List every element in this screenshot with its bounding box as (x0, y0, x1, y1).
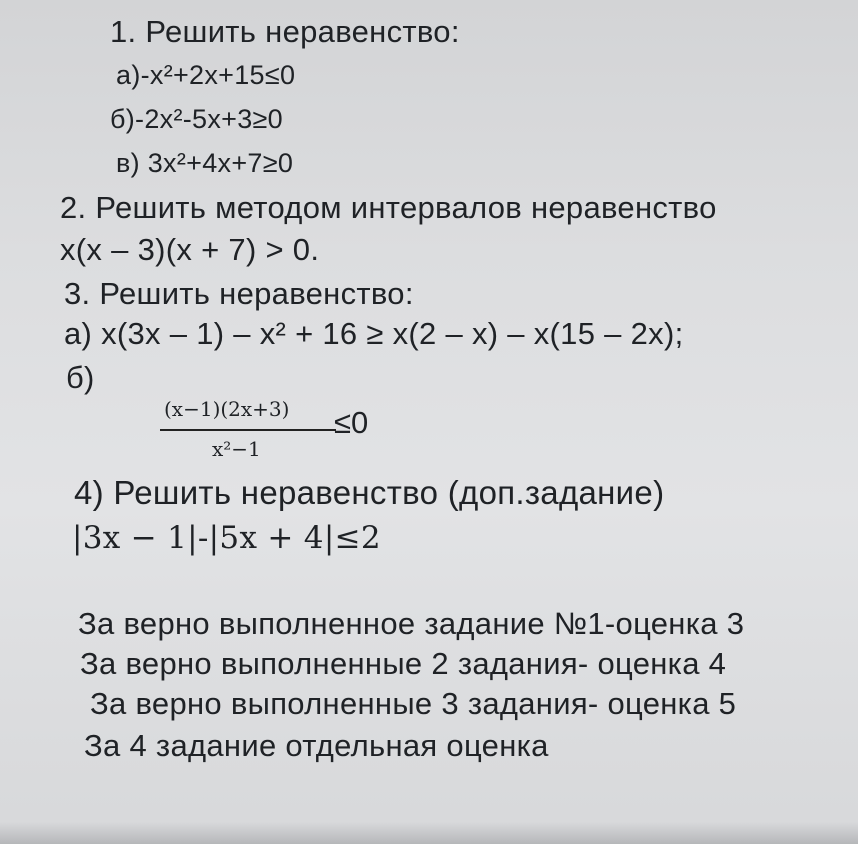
task3-fraction (160, 397, 340, 473)
task2-heading: 2. Решить методом интервалов неравенство (60, 190, 717, 225)
task2-expression: x(x – 3)(x + 7) > 0. (60, 232, 320, 267)
task1-item-b: б)-2x²-5x+3≥0 (110, 104, 283, 134)
grading-line-4: За 4 задание отдельная оценка (84, 728, 549, 763)
task1-heading: 1. Решить неравенство: (110, 14, 460, 49)
fraction-numerator: (x−1)(2x+3) (164, 397, 290, 421)
grading-line-1: За верно выполненное задание №1-оценка 3 (78, 606, 745, 641)
task1-item-c: в) 3x²+4x+7≥0 (116, 148, 294, 178)
task3-item-b-label: б) (66, 360, 95, 395)
screen-bottom-edge (0, 822, 858, 844)
task3-item-a: а) x(3x – 1) – x² + 16 ≥ x(2 – x) – x(15 – 2x); (64, 316, 684, 351)
task1-item-a: а)-x²+2x+15≤0 (116, 60, 296, 90)
fraction-denominator: x²−1 (212, 437, 261, 461)
fraction-bar (160, 429, 336, 431)
grading-line-2: За верно выполненные 2 задания- оценка 4 (80, 646, 727, 681)
task4-heading: 4) Решить неравенство (доп.задание) (74, 474, 665, 511)
task4-expression: |3x − 1|-|5x + 4|≤2 (72, 520, 381, 556)
grading-line-3: За верно выполненные 3 задания- оценка 5 (90, 686, 737, 721)
fraction-relation: ≤0 (334, 405, 369, 440)
task3-heading: 3. Решить неравенство: (64, 276, 414, 311)
